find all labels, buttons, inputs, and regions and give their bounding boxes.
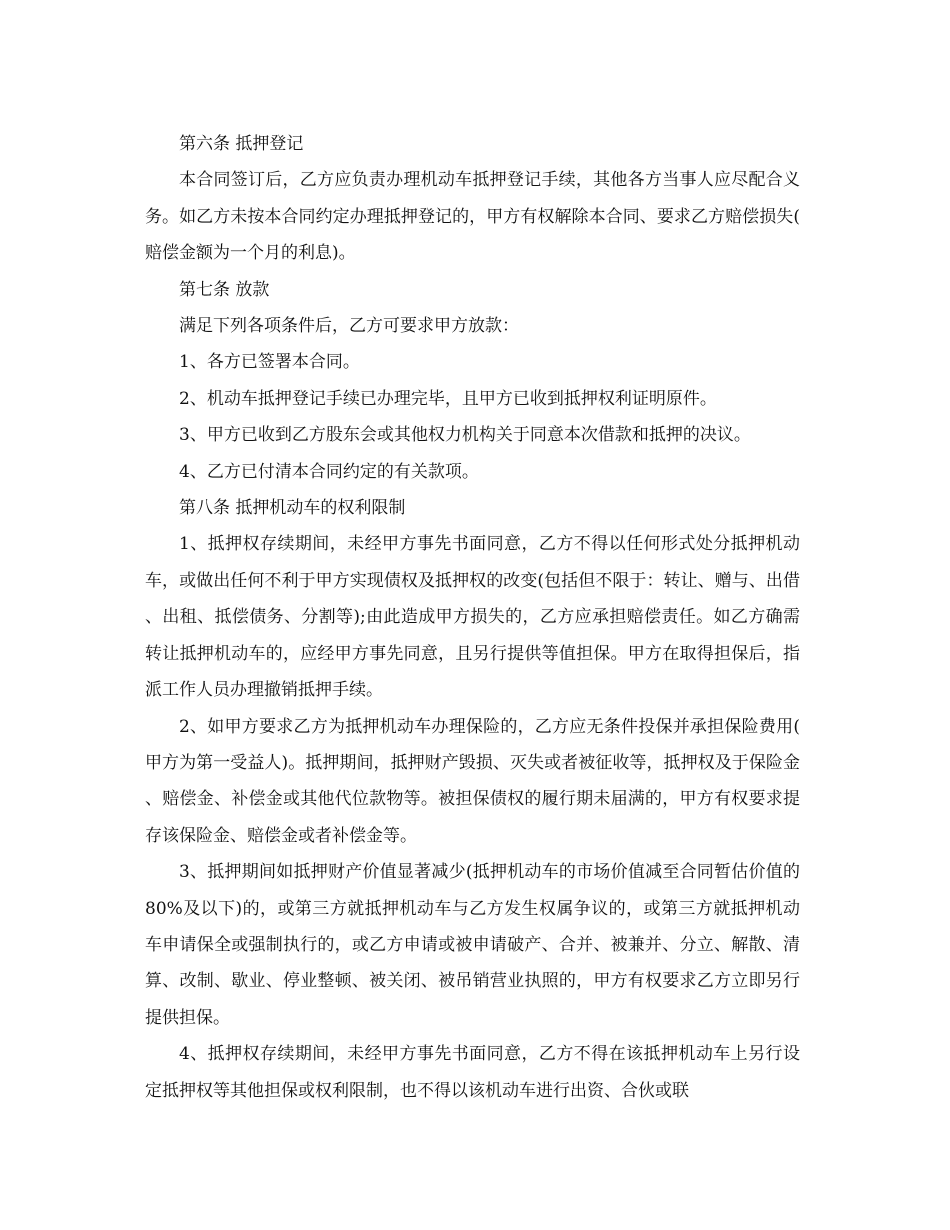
article-7-item-2: 2、机动车抵押登记手续已办理完毕，且甲方已收到抵押权利证明原件。: [179, 388, 717, 409]
article-6-paragraph: 本合同签订后，乙方应负责办理机动车抵押登记手续，其他各方当事人应尽配合义务。如乙方未按本合同约定办理抵押登记的，甲方有权解除本合同、要求乙方赔偿损失(赔偿金额为一个月的利息)。: [145, 170, 800, 264]
article-7-heading: 第七条 放款: [179, 279, 270, 300]
article-6-heading: 第六条 抵押登记: [179, 134, 304, 154]
article-8-heading: 第八条 抵押机动车的权利限制: [179, 498, 406, 519]
article-8-item-3: 3、抵押期间如抵押财产价值显著减少(抵押机动车的市场价值减至合同暂估价值的80%及以下)的，或第三方就抵押机动车与乙方发生权属争议的，或第三方就抵押机动车申请保全或强制执行的，或乙方申请或被申请破产、合并、被兼并、分立、解散、清算、改制、歇业、停业整顿、被关闭、被吊销营业执照的，甲方有权要求乙方立即另行提供担保。: [145, 862, 800, 1028]
article-7-item-4: 4、乙方已付清本合同约定的有关款项。: [179, 461, 479, 482]
article-8-item-4: 4、抵押权存续期间，未经甲方事先书面同意，乙方不得在该抵押机动车上另行设定抵押权等其他担保或权利限制，也不得以该机动车进行出资、合伙或联: [145, 1044, 800, 1101]
document-body: [145, 126, 800, 1109]
article-7-intro: 满足下列各项条件后，乙方可要求甲方放款：: [179, 316, 519, 337]
article-7-item-1: 1、各方已签署本合同。: [179, 352, 360, 373]
article-8-item-1: 1、抵押权存续期间，未经甲方事先书面同意，乙方不得以任何形式处分抵押机动车，或做出任何不利于甲方实现债权及抵押权的改变(包括但不限于：转让、赠与、出借、出租、抵偿债务、分割等);由此造成甲方损失的，乙方应承担赔偿责任。如乙方确需转让抵押机动车的，应经甲方事先同意，且另行提供等值担保。甲方在取得担保后，指派工作人员办理撤销抵押手续。: [145, 534, 800, 701]
article-7-item-3: 3、甲方已收到乙方股东会或其他权力机构关于同意本次借款和抵押的决议。: [179, 425, 751, 446]
article-8-item-2: 2、如甲方要求乙方为抵押机动车办理保险的，乙方应无条件投保并承担保险费用(甲方为第一受益人)。抵押期间，抵押财产毁损、灭失或者被征收等，抵押权及于保险金、赔偿金、补偿金或其他代位款物等。被担保债权的履行期未届满的，甲方有权要求提存该保险金、赔偿金或者补偿金等。: [145, 716, 800, 846]
